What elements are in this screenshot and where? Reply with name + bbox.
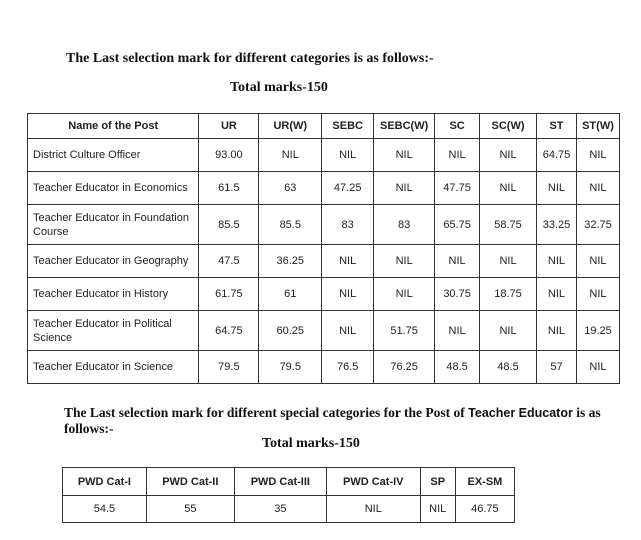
mark-cell: NIL <box>322 245 374 278</box>
mark-cell: 48.5 <box>480 351 537 384</box>
total-marks-label: Total marks-150 <box>230 80 328 95</box>
post-name-cell: Teacher Educator in History <box>28 278 199 311</box>
mark-cell: NIL <box>420 496 455 523</box>
mark-cell: 63 <box>259 172 322 205</box>
heading-special-categories <box>64 405 604 437</box>
mark-cell: 51.75 <box>374 311 435 351</box>
mark-cell: 61.75 <box>199 278 259 311</box>
mark-cell: 19.25 <box>576 311 619 351</box>
mark-cell: NIL <box>536 172 576 205</box>
post-name-cell: Teacher Educator in Science <box>28 351 199 384</box>
header-cell: EX-SM <box>455 468 514 496</box>
mark-cell: 55 <box>146 496 234 523</box>
table-row <box>28 205 620 245</box>
mark-cell: 35 <box>234 496 326 523</box>
post-name-cell: Teacher Educator in Foundation Course <box>28 205 199 245</box>
mark-cell: 47.5 <box>199 245 259 278</box>
mark-cell: 54.5 <box>63 496 147 523</box>
table-row <box>28 139 620 172</box>
header-cell: SEBC <box>322 114 374 139</box>
mark-cell: NIL <box>536 245 576 278</box>
mark-cell: 64.75 <box>199 311 259 351</box>
total-marks-label-special: Total marks-150 <box>262 436 360 451</box>
mark-cell: NIL <box>374 139 435 172</box>
mark-cell: 33.25 <box>536 205 576 245</box>
header-cell: PWD Cat-IV <box>326 468 420 496</box>
table-header-row <box>63 468 515 496</box>
table-row <box>28 311 620 351</box>
header-cell: UR(W) <box>259 114 322 139</box>
mark-cell: NIL <box>480 311 537 351</box>
mark-cell: 61.5 <box>199 172 259 205</box>
header-cell: SC(W) <box>480 114 537 139</box>
mark-cell: NIL <box>576 278 619 311</box>
header-cell: UR <box>199 114 259 139</box>
table-row <box>63 496 515 523</box>
mark-cell: NIL <box>322 139 374 172</box>
heading-special-part1: The Last selection mark for different special categories for the Post of <box>64 405 465 420</box>
mark-cell: NIL <box>576 351 619 384</box>
mark-cell: 93.00 <box>199 139 259 172</box>
mark-cell: 65.75 <box>435 205 480 245</box>
special-categories-table <box>62 467 515 523</box>
mark-cell: NIL <box>536 311 576 351</box>
mark-cell: 79.5 <box>259 351 322 384</box>
mark-cell: NIL <box>374 278 435 311</box>
header-cell: SEBC(W) <box>374 114 435 139</box>
table-row <box>28 278 620 311</box>
mark-cell: 61 <box>259 278 322 311</box>
mark-cell: 48.5 <box>435 351 480 384</box>
header-cell: ST <box>536 114 576 139</box>
mark-cell: NIL <box>576 139 619 172</box>
heading-special-post: Teacher Educator <box>468 406 573 420</box>
mark-cell: NIL <box>480 245 537 278</box>
mark-cell: 47.75 <box>435 172 480 205</box>
mark-cell: 36.25 <box>259 245 322 278</box>
selection-marks-table <box>27 113 620 384</box>
mark-cell: 83 <box>374 205 435 245</box>
mark-cell: NIL <box>435 311 480 351</box>
mark-cell: NIL <box>259 139 322 172</box>
mark-cell: NIL <box>374 245 435 278</box>
mark-cell: 79.5 <box>199 351 259 384</box>
mark-cell: 32.75 <box>576 205 619 245</box>
table-row <box>28 172 620 205</box>
mark-cell: 76.25 <box>374 351 435 384</box>
mark-cell: 58.75 <box>480 205 537 245</box>
header-cell: PWD Cat-I <box>63 468 147 496</box>
mark-cell: 18.75 <box>480 278 537 311</box>
mark-cell: NIL <box>322 278 374 311</box>
heading-categories: The Last selection mark for different categories is as follows:- <box>66 51 434 66</box>
mark-cell: 30.75 <box>435 278 480 311</box>
post-name-cell: Teacher Educator in Geography <box>28 245 199 278</box>
header-cell: PWD Cat-III <box>234 468 326 496</box>
header-cell: ST(W) <box>576 114 619 139</box>
mark-cell: NIL <box>435 139 480 172</box>
mark-cell: NIL <box>576 245 619 278</box>
mark-cell: 85.5 <box>199 205 259 245</box>
header-cell: PWD Cat-II <box>146 468 234 496</box>
mark-cell: NIL <box>374 172 435 205</box>
table-header-row <box>28 114 620 139</box>
mark-cell: NIL <box>326 496 420 523</box>
mark-cell: NIL <box>576 172 619 205</box>
mark-cell: 46.75 <box>455 496 514 523</box>
mark-cell: NIL <box>435 245 480 278</box>
post-name-cell: Teacher Educator in Political Science <box>28 311 199 351</box>
header-cell: SP <box>420 468 455 496</box>
mark-cell: 83 <box>322 205 374 245</box>
header-cell: Name of the Post <box>28 114 199 139</box>
mark-cell: 60.25 <box>259 311 322 351</box>
post-name-cell: District Culture Officer <box>28 139 199 172</box>
post-name-cell: Teacher Educator in Economics <box>28 172 199 205</box>
mark-cell: NIL <box>536 278 576 311</box>
mark-cell: NIL <box>480 139 537 172</box>
mark-cell: 57 <box>536 351 576 384</box>
heading-special-part3: is as follows:- <box>64 405 601 436</box>
mark-cell: 76.5 <box>322 351 374 384</box>
mark-cell: NIL <box>322 311 374 351</box>
mark-cell: 64.75 <box>536 139 576 172</box>
mark-cell: 85.5 <box>259 205 322 245</box>
header-cell: SC <box>435 114 480 139</box>
table-row <box>28 351 620 384</box>
mark-cell: NIL <box>480 172 537 205</box>
mark-cell: 47.25 <box>322 172 374 205</box>
table-row <box>28 245 620 278</box>
